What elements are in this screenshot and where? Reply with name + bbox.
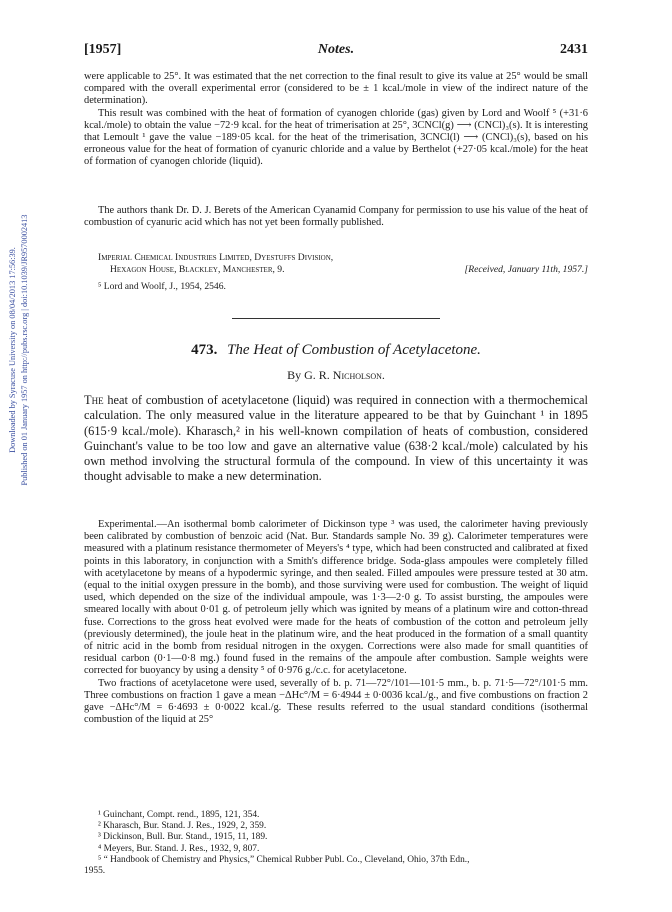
footnote: ² Kharasch, Bur. Stand. J. Res., 1929, 2, 359. xyxy=(98,821,267,832)
author-line xyxy=(84,368,588,383)
download-watermark xyxy=(2,150,36,550)
footnote: ⁵ Lord and Woolf, J., 1954, 2546. xyxy=(98,281,226,292)
experimental-section xyxy=(84,519,588,726)
footnote: ⁵ “ Handbook of Chemistry and Physics,” Chemical Rubber Publ. Co., Cleveland, Ohio, 37th Edn., xyxy=(98,854,470,865)
author-by: By xyxy=(287,368,302,382)
affiliation-block xyxy=(84,252,588,275)
affiliation-line: Imperial Chemical Industries Limited, Dyestuffs Division, xyxy=(98,252,334,263)
running-header xyxy=(84,42,588,62)
article-title xyxy=(84,342,588,359)
footnote: ¹ Guinchant, Compt. rend., 1895, 121, 354. xyxy=(98,810,260,820)
intro-lead-word: The xyxy=(84,393,104,407)
article-number: 473. xyxy=(191,342,218,358)
footnotes xyxy=(84,810,588,877)
paragraph: were applicable to 25°. It was estimated that the net correction to the final result to give its value at 25° would be small compared with the overall experimental error (considered to be ± 1 kcal./mole in view of the indirect nature of the determination). xyxy=(84,71,588,107)
paragraph: This result was combined with the heat of formation of cyanogen chloride (gas) given by Lord and Woolf ⁵ (+31·6 kcal./mole) to obtain the value −72·9 kcal. for the heat of trimerisation at 25°, 3CNCl(g) ⟶ (CNCl)₃(s). It is interesting that Lemoult ¹ gave the value −189·05 kcal. for the heat of the trimerisation, 3CNCl(l) ⟶ (CNCl)₃(s), based on his erroneous value for the heat of formation of cyanuric chloride and a value by Berthelot (+27·05 kcal./mole) for the heat of formation of cyanogen chloride (liquid). xyxy=(84,107,588,168)
paragraph: The authors thank Dr. D. J. Berets of the American Cyanamid Company for permission to use his value of the heat of combustion of cyanuric acid which has not yet been formally published. xyxy=(84,205,588,229)
paragraph: Two fractions of acetylacetone were used, severally of b. p. 71—72°/101—101·5 mm., b. p. 71·5—72°/101·5 mm. Three combustions on fraction 1 gave a mean −ΔHc°/M = 6·4944 ± 0·0036 kcal./g., and five combustions on fraction 2 gave −ΔHc°/M = 6·4693 ± 0·0022 kcal./g. These results referred to the usual standard conditions (isothermal combustion of the liquid at 25° xyxy=(84,677,588,726)
acknowledgement xyxy=(84,205,588,229)
footnote: ⁴ Meyers, Bur. Stand. J. Res., 1932, 9, 807. xyxy=(98,843,260,854)
header-section: Notes. xyxy=(317,42,355,57)
header-page-number: 2431 xyxy=(560,42,588,57)
paragraph xyxy=(84,393,588,485)
paragraph: Experimental.—An isothermal bomb calorimeter of Dickinson type ³ was used, the calorimeter having previously been calibrated by combustion of benzoic acid (Nat. Bur. Standards sample No. 39 g). Calorimeter temperatures were measured with a platinum resistance thermometer of Meyers's ⁴ type, which had been constructed and calibrated at fixed points in this laboratory, in conjunction with a Smith's difference bridge. Soda-glass ampoules were completely filled with acetylacetone by means of a hypodermic syringe, and then sealed. Filled ampoules were pressure tested at 30 atm. (equal to the initial oxygen pressure in the bomb), and those surviving were used for combustion. The weight of liquid used, which depended on the size of the individual ampoule, was 1·3—2·0 g. To assist bursting, the ampoules were smeared locally with about 0·01 g. of petroleum jelly which was ignited by means of a platinum wire and cotton-thread fuse. Corrections to the gross heat evolved were made for the heats of combustion of the cotton and petroleum jelly (previously determined), the joule heat in the platinum wire, and the heat produced in the formation of a small quantity of nitric acid in the bomb from residual nitrogen in the oxygen. Corrections were also made for small quantities of residual carbon (0·1—0·8 mg.) found fused in the remains of the ampoule after combustion. Sample weights were corrected for buoyancy by using a density ⁵ of 0·976 g./c.c. for acetylacetone. xyxy=(84,519,588,677)
received-date: [Received, January 11th, 1957.] xyxy=(464,263,588,275)
header-year: [1957] xyxy=(84,42,122,57)
watermark-doi-link[interactable]: Published on 01 January 1957 on http://pubs.rsc.org | doi:10.1039/JR9570002413 xyxy=(20,214,29,486)
watermark-download-line: Downloaded by Syracuse University on 08/04/2013 17:56:39. xyxy=(8,247,17,453)
affiliation-line: Hexagon House, Blackley, Manchester, 9. xyxy=(110,263,285,275)
previous-article-text xyxy=(84,71,588,169)
introduction xyxy=(84,393,588,485)
footnote: ³ Dickinson, Bull. Bur. Stand., 1915, 11, 189. xyxy=(98,832,268,843)
article-title-text: The Heat of Combustion of Acetylacetone. xyxy=(227,342,481,358)
intro-text: heat of combustion of acetylacetone (liquid) was required in connection with a thermochemical calculation. The only measured value in the literature appeared to be that by Guinchant ¹ in 1895 (615·9 kcal./mole). Kharasch,² in his well-known compilation of heats of combustion, considered Guinchant's value to be too low and gave an alternative value (638·2 kcal./mole) calculated by his own method involving the structural formula of the compound. In view of this uncertainty it was thought advisable to make a new determination. xyxy=(84,393,588,484)
author-name: G. R. Nicholson. xyxy=(304,368,385,382)
footnote-continuation: 1955. xyxy=(84,866,106,877)
section-divider xyxy=(232,318,440,319)
